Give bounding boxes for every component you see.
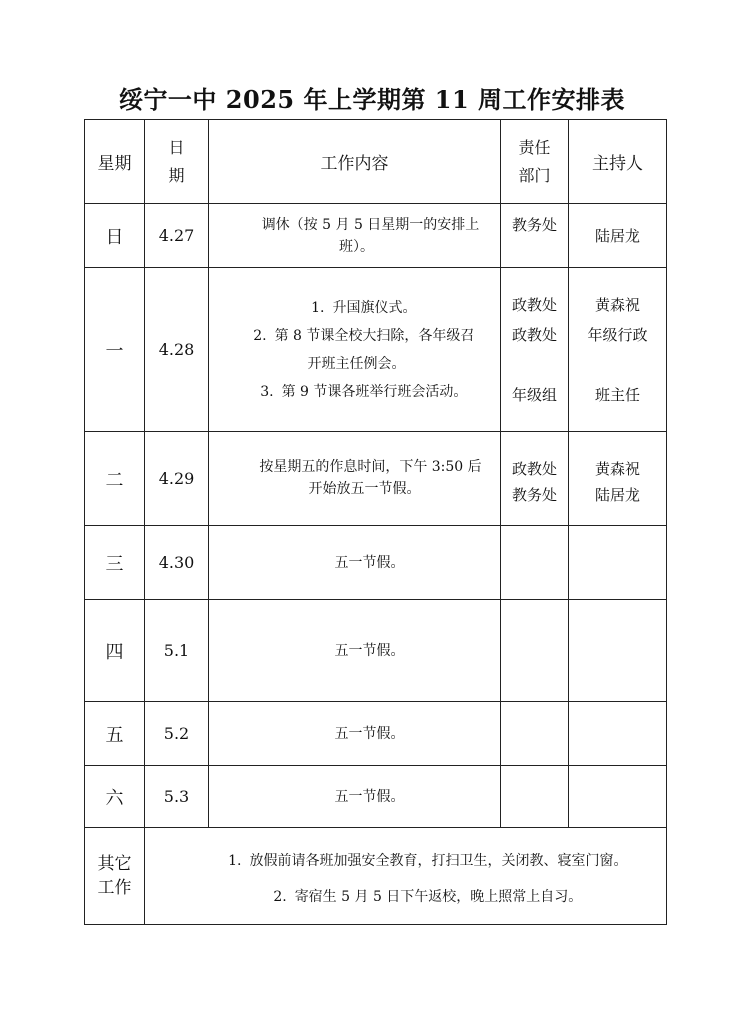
dept-cell bbox=[501, 526, 569, 600]
host-cell bbox=[569, 526, 667, 600]
content-text: 五一节假。 bbox=[334, 642, 405, 659]
dept-cell bbox=[501, 702, 569, 766]
weekday-cell: 六 bbox=[85, 766, 145, 828]
weekday-cell: 五 bbox=[85, 702, 145, 766]
list-item: 2. 第 8 节课全校大扫除，各年级召 bbox=[253, 327, 475, 344]
header-row bbox=[85, 120, 667, 204]
other-work-row bbox=[85, 828, 667, 925]
header-host: 主持人 bbox=[569, 120, 667, 204]
weekday-cell: 三 bbox=[85, 526, 145, 600]
page-title: 绥宁一中 2025 年上学期第 11 周工作安排表 bbox=[118, 85, 626, 114]
host-text: 黄森祝 bbox=[594, 460, 640, 478]
content-text: 按星期五的作息时间，下午 3:50 后 bbox=[259, 459, 482, 475]
table-row bbox=[85, 268, 667, 432]
host-cell bbox=[569, 268, 667, 432]
content-text: 开始放五一节假。 bbox=[308, 481, 421, 497]
content-cell bbox=[209, 204, 501, 268]
header-dept bbox=[501, 120, 569, 204]
header-weekday: 星期 bbox=[85, 120, 145, 204]
header-dept-line1: 责任 bbox=[518, 137, 551, 157]
dept-text: 政教处 bbox=[511, 325, 557, 344]
table-row bbox=[85, 600, 667, 702]
host-cell bbox=[569, 766, 667, 828]
host-text: 陆居龙 bbox=[594, 486, 640, 504]
other-label-line2: 工作 bbox=[97, 878, 132, 898]
content-cell bbox=[209, 600, 501, 702]
date-cell: 4.28 bbox=[145, 268, 209, 432]
host-text: 陆居龙 bbox=[594, 227, 640, 245]
header-date-line2: 期 bbox=[168, 165, 185, 185]
other-work-content bbox=[145, 828, 667, 925]
host-text: 年级行政 bbox=[587, 325, 648, 344]
dept-cell bbox=[501, 268, 569, 432]
other-work-label bbox=[85, 828, 145, 925]
host-text: 班主任 bbox=[594, 385, 640, 404]
dept-cell bbox=[501, 432, 569, 526]
content-cell bbox=[209, 268, 501, 432]
date-cell: 4.30 bbox=[145, 526, 209, 600]
header-date bbox=[145, 120, 209, 204]
content-text: 五一节假。 bbox=[334, 788, 405, 805]
list-item-continuation: 开班主任例会。 bbox=[307, 355, 406, 372]
table-row bbox=[85, 766, 667, 828]
dept-text: 教务处 bbox=[511, 486, 557, 504]
list-item: 1. 放假前请各班加强安全教育，打扫卫生，关闭教、寝室门窗。 bbox=[228, 853, 628, 869]
dept-text: 教务处 bbox=[511, 216, 557, 234]
dept-text: 年级组 bbox=[511, 385, 557, 404]
table-row bbox=[85, 204, 667, 268]
content-cell bbox=[209, 526, 501, 600]
content-text: 五一节假。 bbox=[334, 554, 405, 571]
header-dept-line2: 部门 bbox=[518, 165, 551, 185]
date-cell: 5.1 bbox=[145, 600, 209, 702]
header-content: 工作内容 bbox=[209, 120, 501, 204]
weekday-cell: 四 bbox=[85, 600, 145, 702]
host-cell bbox=[569, 432, 667, 526]
table-row bbox=[85, 702, 667, 766]
content-cell bbox=[209, 432, 501, 526]
table-row bbox=[85, 526, 667, 600]
content-cell bbox=[209, 766, 501, 828]
weekday-cell: 一 bbox=[85, 268, 145, 432]
date-cell: 5.2 bbox=[145, 702, 209, 766]
date-cell: 4.27 bbox=[145, 204, 209, 268]
weekday-cell: 日 bbox=[85, 204, 145, 268]
host-cell bbox=[569, 600, 667, 702]
other-label-line1: 其它 bbox=[97, 854, 132, 874]
dept-cell bbox=[501, 600, 569, 702]
list-item: 3. 第 9 节课各班举行班会活动。 bbox=[260, 383, 468, 400]
host-text: 黄森祝 bbox=[594, 295, 640, 314]
content-cell bbox=[209, 702, 501, 766]
dept-cell bbox=[501, 204, 569, 268]
content-text: 五一节假。 bbox=[334, 725, 405, 742]
host-cell bbox=[569, 204, 667, 268]
date-cell: 5.3 bbox=[145, 766, 209, 828]
header-date-line1: 日 bbox=[168, 137, 185, 157]
dept-text: 政教处 bbox=[511, 460, 557, 478]
schedule-table bbox=[84, 119, 667, 925]
host-cell bbox=[569, 702, 667, 766]
date-cell: 4.29 bbox=[145, 432, 209, 526]
list-item: 1. 升国旗仪式。 bbox=[311, 299, 417, 316]
weekday-cell: 二 bbox=[85, 432, 145, 526]
dept-text: 政教处 bbox=[511, 295, 557, 314]
table-row bbox=[85, 432, 667, 526]
dept-cell bbox=[501, 766, 569, 828]
content-text: 调休（按 5 月 5 日星期一的安排上班）。 bbox=[261, 216, 480, 255]
list-item: 2. 寄宿生 5 月 5 日下午返校，晚上照常上自习。 bbox=[273, 889, 583, 905]
